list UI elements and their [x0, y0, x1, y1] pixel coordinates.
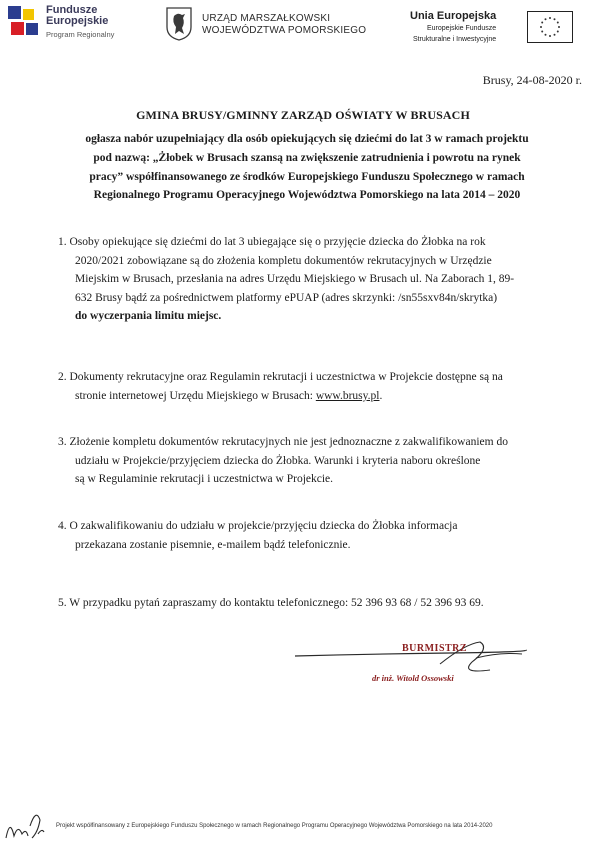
- item-line: udziału w Projekcie/przyjęciem dziecka do Żłobka. Warunki i kryteria naboru określone: [75, 454, 481, 467]
- eu-star-icon: [549, 35, 551, 37]
- item-line: 3. Złożenie kompletu dokumentów rekrutacyjnych nie jest jednoznaczne z zakwalifikowaniem do: [58, 436, 508, 448]
- item-line-text: stronie internetowej Urzędu Miejskiego w Brusach:: [75, 389, 316, 402]
- footer-funding-note: Projekt współfinansowany z Europejskiego Funduszu Społecznego w ramach Regionalnego Programu Operacyjnego Województwa Pomorskiego na lata 2014-2020: [56, 823, 493, 829]
- intro-line: pod nazwą: „Żłobek w Brusach szansą na zwiększenie zatrudnienia i powrotu na rynek: [93, 151, 521, 164]
- um-line1: URZĄD MARSZAŁKOWSKI: [202, 13, 331, 24]
- list-item-2: [58, 368, 558, 405]
- item-line-bold: do wyczerpania limitu miejsc.: [75, 310, 222, 323]
- intro-line: pracy” współfinansowanego ze środków Europejskiego Funduszu Społecznego w ramach: [89, 170, 525, 183]
- list-item-3: [58, 433, 558, 489]
- eu-star-icon: [558, 26, 560, 28]
- eu-star-icon: [554, 34, 556, 36]
- list-item-5: [58, 594, 558, 613]
- page-header: [0, 0, 606, 60]
- item-line: 5. W przypadku pytań zapraszamy do kontaktu telefonicznego: 52 396 93 68 / 52 396 93 69.: [58, 597, 484, 609]
- eu-star-icon: [554, 18, 556, 20]
- website-link[interactable]: www.brusy.pl: [315, 389, 380, 402]
- document-date: Brusy, 24-08-2020 r.: [482, 73, 582, 87]
- marshal-office-logo-text: [202, 13, 366, 37]
- item-line: są w Regulaminie rekrutacji i uczestnictwa w Projekcie.: [75, 473, 334, 486]
- eu-star-icon: [540, 26, 542, 28]
- eu-star-icon: [541, 22, 543, 24]
- item-line: Miejskim w Brusach, przesłania na adres Urzędu Miejskiego w Brusach ul. Na Zaborach 1, 89-: [75, 273, 515, 286]
- handwritten-initials-icon: [2, 798, 46, 846]
- eu-star-icon: [557, 31, 559, 33]
- item-line: 2020/2021 zobowiązane są do złożenia kompletu dokumentów rekrutacyjnych w Urzędzie: [75, 254, 492, 267]
- eu-flag-icon: [527, 11, 573, 43]
- intro-line: ogłasza nabór uzupełniający dla osób opiekujących się dziećmi do lat 3 w ramach projektu: [85, 133, 529, 145]
- item-line: 2. Dokumenty rekrutacyjne oraz Regulamin rekrutacji i uczestnictwa w Projekcie dostępne są na: [58, 371, 503, 383]
- um-line2: WOJEWÓDZTWA POMORSKIEGO: [202, 25, 367, 36]
- pomorskie-griffin-coat-of-arms-icon: [166, 7, 192, 41]
- fe-line1: Fundusze: [46, 4, 98, 16]
- fe-line2: Europejskie: [46, 15, 109, 27]
- european-funds-logo-icon: [8, 6, 40, 42]
- item-line: 1. Osoby opiekujące się dziećmi do lat 3 ubiegające się o przyjęcie dziecka do Żłobka na rok: [58, 236, 486, 248]
- intro-line: Regionalnego Programu Operacyjnego Województwa Pomorskiego na lata 2014 – 2020: [93, 189, 521, 202]
- eu-star-icon: [545, 34, 547, 36]
- european-funds-logo-text: [46, 5, 114, 40]
- list-item-1: [58, 233, 558, 326]
- list-item-4: [58, 517, 558, 554]
- ue-line2: Strukturalne i Inwestycyjne: [412, 36, 497, 43]
- eu-star-icon: [557, 22, 559, 24]
- item-line: 632 Brusy bądź za pośrednictwem platformy ePUAP (adres skrzynki: /sn55sxv84n/skrytka): [75, 291, 498, 304]
- fe-line3: Program Regionalny: [46, 30, 115, 39]
- ue-line1: Europejskie Fundusze: [426, 25, 497, 32]
- item-line: przekazana zostanie pisemnie, e-mailem bądź telefonicznie.: [75, 538, 351, 551]
- eu-star-icon: [545, 18, 547, 20]
- announcement-intro: [62, 130, 552, 205]
- signature-stamp-name: dr inż. Witold Ossowski: [372, 673, 454, 683]
- eu-logo-text: [410, 10, 496, 44]
- signature-stamp-title: BURMISTRZ: [402, 643, 468, 654]
- item-line: [58, 387, 558, 406]
- issuer-heading: GMINA BRUSY/GMINNY ZARZĄD OŚWIATY W BRUSACH: [136, 108, 470, 122]
- item-line-end: .: [379, 389, 383, 402]
- ue-title: Unia Europejska: [410, 10, 497, 22]
- eu-star-icon: [541, 31, 543, 33]
- eu-star-icon: [549, 17, 551, 19]
- item-line: 4. O zakwalifikowaniu do udziału w projekcie/przyjęciu dziecka do Żłobka informacja: [58, 520, 458, 532]
